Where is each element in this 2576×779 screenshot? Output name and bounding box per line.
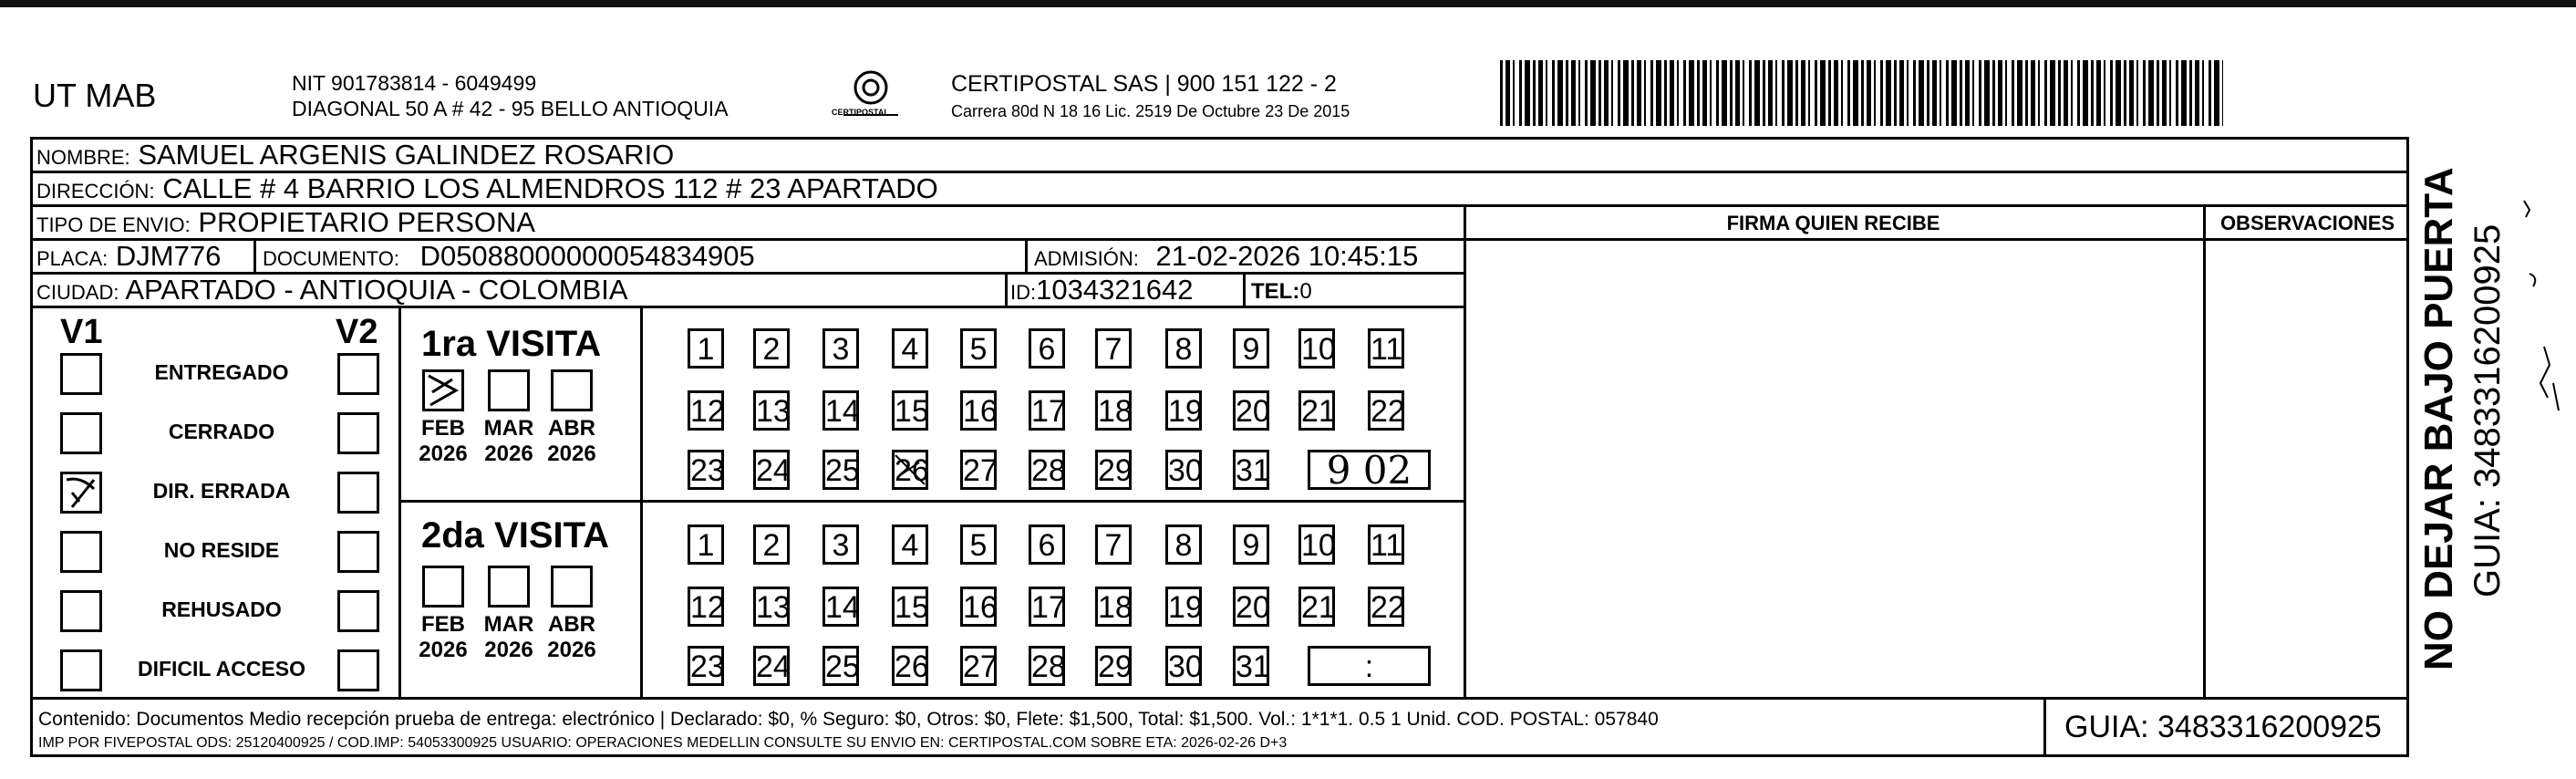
day-cell[interactable]: 31 [1233,450,1269,490]
day-cell[interactable]: 23 [688,646,724,686]
company-name: UT MAB [33,77,157,114]
day-cell[interactable]: 29 [1095,450,1132,490]
certipostal-logo [834,68,907,128]
day-cell[interactable]: 24 [753,450,790,490]
day-cell[interactable]: 3 [822,525,859,565]
courier-name: CERTIPOSTAL SAS | 900 151 122 - 2 [951,71,1337,97]
year-label: 2026 [419,638,468,662]
day-cell[interactable]: 11 [1368,328,1404,369]
divider [1025,238,1028,272]
day-cell[interactable]: 22 [1368,390,1404,431]
month-label: MAR [483,416,534,441]
day-cell[interactable]: 11 [1368,525,1404,565]
day-cell[interactable]: 30 [1165,450,1202,490]
divider [398,500,1465,503]
ciudad-label: CIUDAD: [36,281,119,304]
month-checkbox[interactable] [488,566,530,608]
day-cell[interactable]: 27 [960,450,997,490]
day-cell[interactable]: 8 [1165,328,1202,369]
admision-value: 21-02-2026 10:45:15 [1155,240,1419,272]
company-address: DIAGONAL 50 A # 42 - 95 BELLO ANTIOQUIA [292,97,729,120]
id-value: 1034321642 [1036,274,1194,306]
day-cell[interactable]: 10 [1298,328,1335,369]
status-option-label: CERRADO [168,420,275,443]
observaciones-header: OBSERVACIONES [2219,212,2395,234]
divider [30,697,2409,700]
ciudad-cell [36,274,628,306]
firma-header: FIRMA QUIEN RECIBE [1726,212,1940,234]
day-cell[interactable]: 12 [688,587,724,627]
year-label: 2026 [484,638,533,662]
day-cell[interactable]: 29 [1095,646,1132,686]
day-cell[interactable]: 7 [1095,328,1132,369]
day-cell[interactable]: 27 [960,646,997,686]
admision-cell [1034,240,1418,273]
divider [2203,238,2409,241]
day-cell[interactable]: 5 [960,525,997,565]
v1-checkbox[interactable] [60,412,102,454]
tel-label: TEL: [1251,279,1300,304]
day-cell[interactable]: 6 [1029,525,1065,565]
divider [2203,204,2206,697]
day-cell[interactable]: 20 [1233,587,1269,627]
day-cell[interactable]: 24 [753,646,790,686]
time-box[interactable]: : [1308,646,1431,686]
day-cell[interactable]: 17 [1029,390,1065,431]
day-cell[interactable]: 14 [822,587,859,627]
tipo-row [36,206,535,239]
month-checkbox[interactable] [422,369,464,411]
first-visit-title: 1ra VISITA [421,324,602,364]
tipo-value: PROPIETARIO PERSONA [198,206,536,238]
day-cell[interactable]: 15 [892,390,928,431]
day-cell[interactable]: 28 [1029,646,1065,686]
status-option-label: REHUSADO [161,597,282,621]
month-checkbox[interactable] [422,566,464,608]
v2-checkbox[interactable] [337,353,379,395]
day-cell[interactable]: 12 [688,390,724,431]
day-cell[interactable]: 4 [892,328,928,369]
direccion-value: CALLE # 4 BARRIO LOS ALMENDROS 112 # 23 APARTADO [162,172,938,204]
day-cell[interactable]: 21 [1298,587,1335,627]
v2-checkbox[interactable] [337,649,379,691]
year-label: 2026 [419,441,468,466]
direccion-row [36,172,938,205]
day-cell[interactable]: 26 [892,646,928,686]
nombre-row [36,139,674,171]
day-cell[interactable]: 9 [1233,525,1269,565]
day-cell[interactable]: 18 [1095,587,1132,627]
documento-value: D05088000000054834905 [419,240,755,272]
day-mark [892,450,928,490]
tel-value: 0 [1299,279,1312,304]
day-cell[interactable]: 19 [1165,587,1202,627]
day-cell[interactable]: 16 [960,390,997,431]
day-cell[interactable]: 31 [1233,646,1269,686]
barcode [1500,60,2223,126]
v1-checkbox[interactable] [60,590,102,632]
day-cell[interactable]: 30 [1165,646,1202,686]
v2-checkbox[interactable] [337,590,379,632]
year-label: 2026 [547,441,596,466]
courier-license: Carrera 80d N 18 16 Lic. 2519 De Octubre 23 De 2015 [951,102,1350,120]
placa-value: DJM776 [115,240,222,272]
direccion-label: DIRECCIÓN: [36,180,155,203]
month-label: ABR [548,612,595,637]
v2-checkbox[interactable] [337,531,379,573]
documento-label: DOCUMENTO: [263,247,399,270]
month-label: MAR [483,612,534,637]
placa-label: PLACA: [36,247,109,270]
v2-checkbox[interactable] [337,412,379,454]
documento-cell [263,240,755,273]
footer-contenido: Contenido: Documentos Medio recepción prueba de entrega: electrónico | Declarado: $0, % Seguro: $0, Otros: $0, Flete: $1,500, Total: $1,500. Vol.: 1*1*1. 0.5 1 Unid. COD. POSTAL: 057840 [38,709,1659,730]
side-warning: NO DEJAR BAJO PUERTA [2416,167,2461,670]
day-cell[interactable]: 8 [1165,525,1202,565]
day-cell[interactable]: 21 [1298,390,1335,431]
day-cell[interactable]: 1 [688,525,724,565]
v1-header: V1 [60,313,103,351]
day-cell[interactable]: 28 [1029,450,1065,490]
divider [1464,204,1466,697]
top-edge [0,0,2576,7]
day-cell[interactable]: 2 [753,328,790,369]
v1-checkbox[interactable] [60,472,102,514]
month-checkbox[interactable] [551,566,593,608]
day-cell[interactable]: 17 [1029,587,1065,627]
tipo-label: TIPO DE ENVIO: [36,213,191,236]
v2-header: V2 [336,313,378,351]
month-checkbox[interactable] [551,369,593,411]
status-option-label: DIR. ERRADA [152,479,291,503]
time-box[interactable]: 9 02 [1308,450,1431,490]
nombre-label: NOMBRE: [36,146,130,169]
ciudad-value: APARTADO - ANTIOQUIA - COLOMBIA [125,274,628,306]
logo-text: CERTIPOSTAL [832,108,889,117]
day-cell[interactable]: 25 [822,646,859,686]
day-cell[interactable]: 13 [753,587,790,627]
day-cell[interactable]: 7 [1095,525,1132,565]
v1-checkbox[interactable] [60,353,102,395]
nombre-value: SAMUEL ARGENIS GALINDEZ ROSARIO [138,139,675,171]
side-guia: GUIA: 3483316200925 [2467,223,2508,597]
day-cell[interactable]: 9 [1233,328,1269,369]
year-label: 2026 [547,638,596,662]
day-cell[interactable]: 10 [1298,525,1335,565]
day-cell[interactable]: 20 [1233,390,1269,431]
year-label: 2026 [484,441,533,466]
day-cell[interactable]: 4 [892,525,928,565]
id-label: ID: [1010,281,1037,304]
day-cell[interactable]: 22 [1368,587,1404,627]
admision-label: ADMISIÓN: [1034,247,1139,270]
month-checkbox[interactable] [488,369,530,411]
divider [1005,272,1008,306]
second-visit-title: 2da VISITA [421,515,609,556]
day-cell[interactable]: 16 [960,587,997,627]
day-cell[interactable]: 6 [1029,328,1065,369]
divider [253,238,256,272]
status-option-label: NO RESIDE [163,538,280,562]
v1-checkbox[interactable] [60,649,102,691]
signature-scribble [2517,164,2571,438]
status-option-label: DIFICIL ACCESO [137,657,305,680]
day-cell[interactable]: 14 [822,390,859,431]
day-cell[interactable]: 26 [892,450,928,490]
day-cell[interactable]: 18 [1095,390,1132,431]
month-label: FEB [421,612,465,637]
day-cell[interactable]: 15 [892,587,928,627]
month-label: ABR [548,416,595,441]
divider [1243,272,1246,306]
placa-cell [36,240,221,273]
status-option-label: ENTREGADO [154,360,289,384]
day-cell[interactable]: 23 [688,450,724,490]
day-cell[interactable]: 2 [753,525,790,565]
day-cell[interactable]: 19 [1165,390,1202,431]
footer-imp: IMP POR FIVEPOSTAL ODS: 25120400925 / COD.IMP: 54053300925 USUARIO: OPERACIONES MEDELLIN CONSULTE SU ENVIO EN: CERTIPOSTAL.COM SOBRE ETA: 2026-02-26 D+3 [38,735,1288,751]
footer-guia: GUIA: 3483316200925 [2064,710,2382,744]
company-nit: NIT 901783814 - 6049499 [292,71,537,95]
v1-checkbox[interactable] [60,531,102,573]
day-cell[interactable]: 3 [822,328,859,369]
day-cell[interactable]: 13 [753,390,790,431]
id-cell [1010,274,1194,306]
divider [2043,697,2046,757]
v2-checkbox[interactable] [337,472,379,514]
day-cell[interactable]: 1 [688,328,724,369]
tel-cell [1251,279,1312,305]
day-cell[interactable]: 5 [960,328,997,369]
month-label: FEB [421,416,465,441]
day-cell[interactable]: 25 [822,450,859,490]
